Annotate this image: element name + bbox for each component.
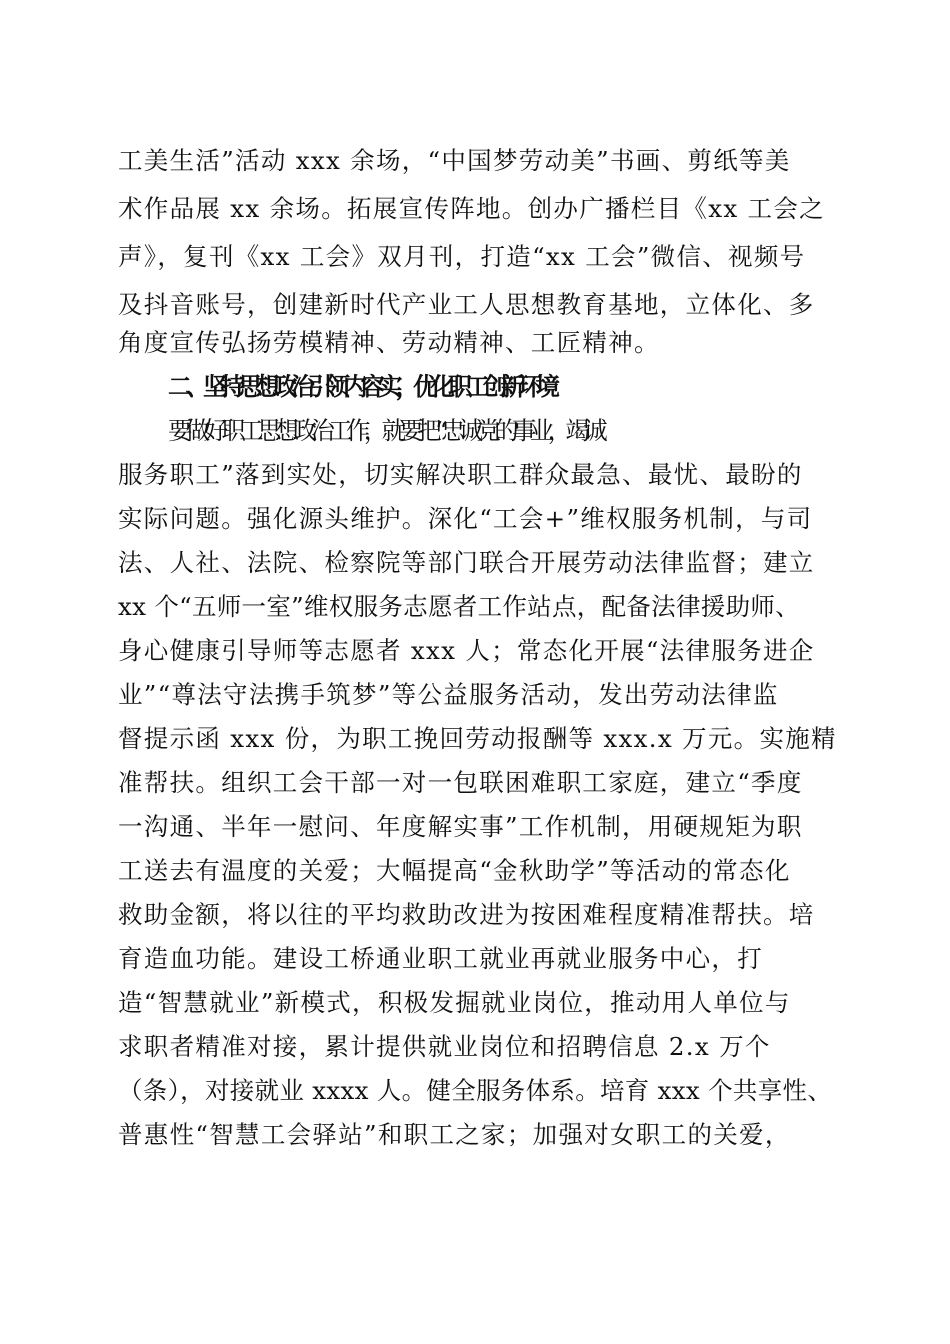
paragraph2-line-6: 身心健康引导师等志愿者 xxx 人；常态化开展“法律服务进企 bbox=[118, 636, 815, 665]
paragraph2-line-5: xx 个“五师一室”维权服务志愿者工作站点，配备法律援助师、 bbox=[118, 592, 800, 621]
section-heading: 二、坚持思想政治引领内容实，优化职工创新环境 bbox=[168, 372, 553, 401]
paragraph1-line-5: 角度宣传弘扬劳模精神、劳动精神、工匠精神。 bbox=[118, 328, 660, 357]
paragraph2-line-2: 服务职工”落到实处，切实解决职工群众最急、最忧、最盼的 bbox=[118, 460, 803, 489]
paragraph2-line-11: 工送去有温度的关爱；大幅提高“金秋助学”等活动的常态化 bbox=[118, 856, 791, 885]
paragraph2-line-7: 业”“尊法守法携手筑梦”等公益服务活动，发出劳动法律监 bbox=[118, 680, 779, 709]
paragraph2-line-14: 造“智慧就业”新模式，积极发掘就业岗位，推动用人单位与 bbox=[118, 988, 791, 1017]
paragraph2-line-3: 实际问题。强化源头维护。深化“工会+”维权服务机制，与司 bbox=[118, 504, 813, 533]
paragraph1-line-4: 及抖音账号，创建新时代产业工人思想教育基地，立体化、多 bbox=[118, 290, 815, 319]
paragraph2-line-13: 育造血功能。建设工桥通业职工就业再就业服务中心，打 bbox=[118, 944, 763, 973]
paragraph1-line-1: 工美生活”活动 xxx 余场，“中国梦劳动美”书画、剪纸等美 bbox=[118, 146, 791, 175]
paragraph1-line-2: 术作品展 xx 余场。拓展宣传阵地。创办广播栏目《xx 工会之 bbox=[118, 194, 825, 223]
paragraph2-line-9: 准帮扶。组织工会干部一对一包联困难职工家庭，建立“季度 bbox=[118, 768, 803, 797]
paragraph2-line-10: 一沟通、半年一慰问、年度解实事”工作机制，用硬规矩为职 bbox=[118, 812, 803, 841]
paragraph1-line-3: 声》，复刊《xx 工会》双月刊，打造“xx 工会”微信、视频号 bbox=[118, 242, 806, 271]
paragraph2-line-17: 普惠性“智慧工会驿站”和职工之家；加强对女职工的关爱， bbox=[118, 1120, 791, 1149]
paragraph2-line-12: 救助金额，将以往的平均救助改进为按困难程度精准帮扶。培 bbox=[118, 900, 815, 929]
paragraph2-line-1: 要做好职工思想政治工作，就要把“忠诚党的事业，竭诚 bbox=[168, 416, 602, 445]
paragraph2-line-15: 求职者精准对接，累计提供就业岗位和招聘信息 2.x 万个 bbox=[118, 1032, 771, 1061]
paragraph2-line-8: 督提示函 xxx 份，为职工挽回劳动报酬等 xxx.x 万元。实施精 bbox=[118, 724, 837, 753]
paragraph2-line-4: 法、人社、法院、检察院等部门联合开展劳动法律监督；建立 bbox=[118, 548, 815, 577]
paragraph2-line-16: （条），对接就业 xxxx 人。健全服务体系。培育 xxx 个共享性、 bbox=[118, 1076, 833, 1105]
